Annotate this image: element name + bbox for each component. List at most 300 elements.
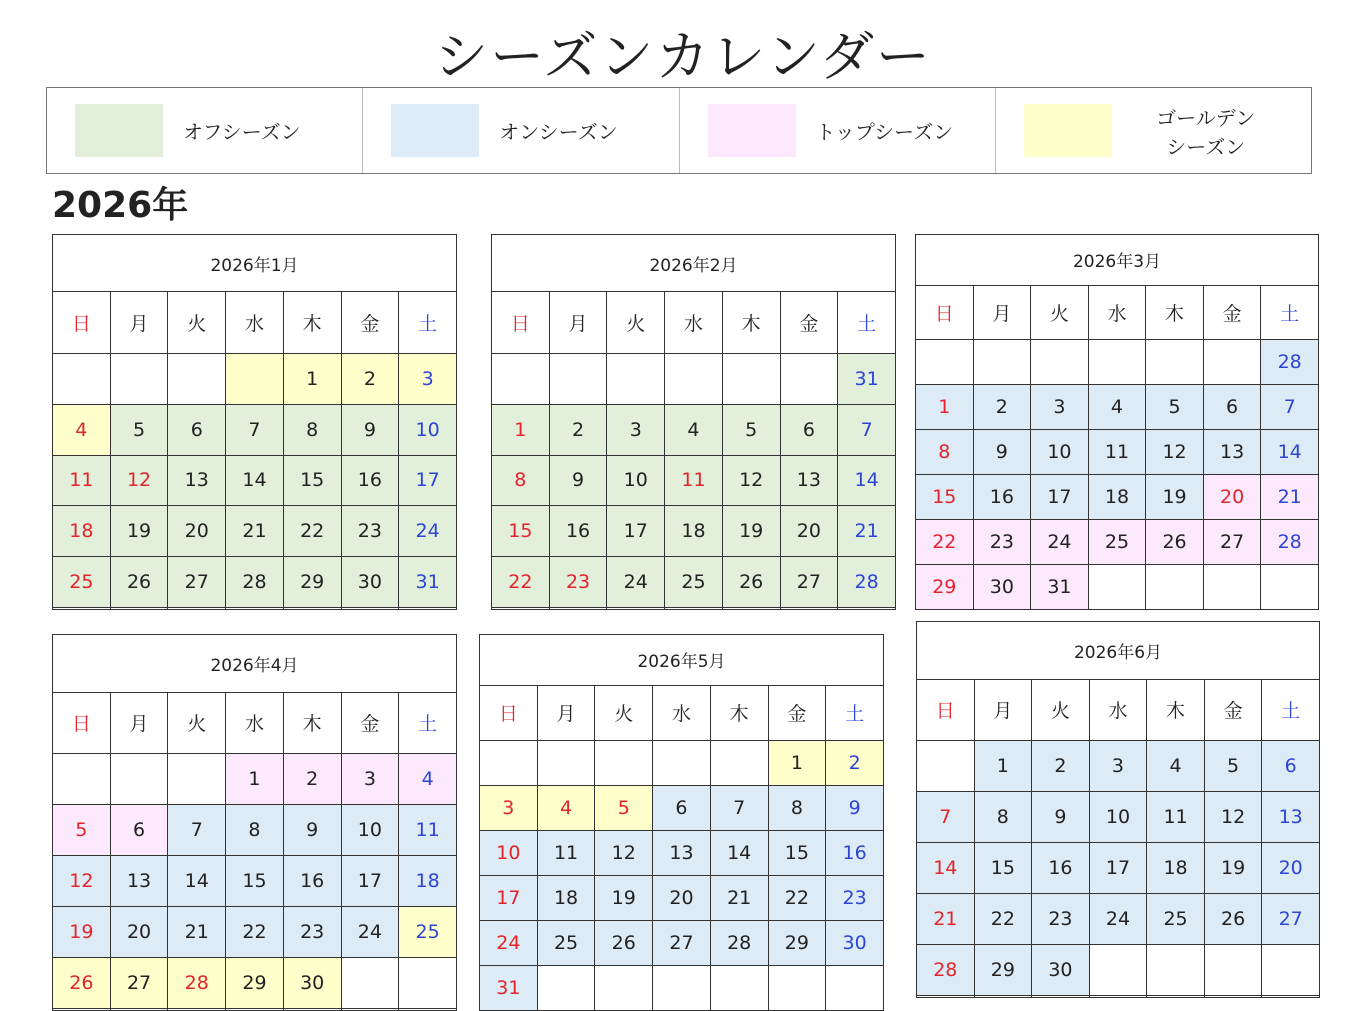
weekday-header: 金 [341,292,399,354]
day-cell: 19 [110,506,168,557]
day-cell: 11 [665,455,723,506]
week-row [53,455,457,506]
day-cell [168,607,226,609]
day-cell: 8 [916,430,974,475]
day-cell: 13 [780,455,838,506]
weekday-header: 水 [665,292,723,354]
day-cell: 12 [1204,792,1262,843]
day-cell: 12 [110,455,168,506]
week-row [53,805,457,856]
day-cell: 7 [838,404,896,455]
day-cell: 9 [549,455,607,506]
day-cell: 29 [226,957,284,1008]
week-row [480,920,884,965]
season-legend [46,87,1312,174]
day-cell: 12 [595,830,653,875]
day-cell: 18 [1147,843,1205,894]
day-cell: 6 [653,785,711,830]
day-cell: 17 [480,875,538,920]
day-cell: 14 [168,856,226,907]
day-cell [1089,944,1147,995]
weekday-header: 金 [768,685,826,740]
month-title: 2026年3月 [916,235,1319,286]
day-cell [710,965,768,1010]
day-cell: 15 [974,843,1032,894]
day-cell: 2 [826,740,884,785]
day-cell [917,741,975,792]
day-cell: 21 [710,875,768,920]
day-cell: 15 [226,856,284,907]
day-cell: 28 [1261,520,1319,565]
month-calendar-mar [915,234,1319,610]
day-cell [537,965,595,1010]
day-cell: 22 [916,520,974,565]
day-cell: 27 [168,557,226,608]
day-cell: 3 [1031,385,1089,430]
week-row [916,565,1319,610]
day-cell: 10 [1031,430,1089,475]
day-cell: 17 [1089,843,1147,894]
day-cell: 27 [780,557,838,608]
day-cell: 23 [1032,894,1090,945]
day-cell: 10 [399,404,457,455]
day-cell: 26 [595,920,653,965]
week-row [53,856,457,907]
day-cell: 17 [341,856,399,907]
week-row [916,475,1319,520]
week-row [480,875,884,920]
day-cell [53,754,111,805]
day-cell: 22 [974,894,1032,945]
day-cell: 7 [710,785,768,830]
day-cell: 8 [283,404,341,455]
day-cell: 28 [226,557,284,608]
day-cell: 6 [168,404,226,455]
day-cell: 14 [710,830,768,875]
day-cell: 20 [780,506,838,557]
day-cell [780,354,838,405]
weekday-header: 金 [1204,679,1262,741]
day-cell: 30 [826,920,884,965]
day-cell: 2 [549,404,607,455]
day-cell: 6 [110,805,168,856]
day-cell: 17 [607,506,665,557]
weekday-header: 火 [595,685,653,740]
day-cell: 14 [226,455,284,506]
day-cell [341,1008,399,1010]
weekday-header: 火 [1031,285,1089,340]
day-cell: 16 [341,455,399,506]
day-cell: 31 [480,965,538,1010]
day-cell: 26 [110,557,168,608]
weekday-header: 月 [110,692,168,754]
day-cell [1262,995,1320,997]
day-cell [283,607,341,609]
day-cell: 10 [1089,792,1147,843]
day-cell: 4 [1147,741,1205,792]
week-row [916,520,1319,565]
week-row [53,354,457,405]
weekday-header: 木 [283,292,341,354]
day-cell [595,965,653,1010]
day-cell: 26 [1146,520,1204,565]
day-cell: 21 [226,506,284,557]
day-cell [1203,565,1261,610]
page-title: シーズンカレンダー [434,25,932,88]
legend-label: トップシーズン [815,120,954,144]
day-cell: 20 [1262,843,1320,894]
week-row [53,907,457,958]
day-cell: 14 [917,843,975,894]
weekday-header: 水 [653,685,711,740]
day-cell: 11 [399,805,457,856]
day-cell: 8 [226,805,284,856]
day-cell: 5 [110,404,168,455]
day-cell: 7 [917,792,975,843]
day-cell: 26 [53,957,111,1008]
day-cell: 29 [974,944,1032,995]
day-cell: 4 [665,404,723,455]
day-cell [916,340,974,385]
day-cell: 27 [1203,520,1261,565]
day-cell: 25 [537,920,595,965]
day-cell: 11 [1147,792,1205,843]
week-row [917,944,1320,995]
day-cell: 23 [283,907,341,958]
day-cell: 1 [974,741,1032,792]
week-row [492,354,896,405]
day-cell: 31 [838,354,896,405]
day-cell: 13 [1203,430,1261,475]
day-cell: 23 [973,520,1031,565]
day-cell: 1 [283,354,341,405]
weekday-header: 土 [1262,679,1320,741]
day-cell [1203,340,1261,385]
day-cell: 23 [341,506,399,557]
month-title: 2026年4月 [53,635,457,693]
day-cell: 14 [1261,430,1319,475]
day-cell: 5 [722,404,780,455]
day-cell [1089,995,1147,997]
day-cell [595,740,653,785]
day-cell [1088,340,1146,385]
day-cell [826,965,884,1010]
day-cell: 15 [768,830,826,875]
weekday-header: 水 [1088,285,1146,340]
day-cell [1147,995,1205,997]
week-row [492,455,896,506]
day-cell: 28 [1261,340,1319,385]
weekday-header: 木 [710,685,768,740]
weekday-header: 月 [537,685,595,740]
week-row [916,385,1319,430]
legend-label: オフシーズン [183,120,301,144]
day-cell [653,965,711,1010]
week-row [53,607,457,609]
weekday-header: 金 [780,292,838,354]
legend-item-golden-season [996,88,1311,173]
month-calendar-feb [491,234,896,610]
day-cell: 15 [492,506,550,557]
weekday-header: 水 [1089,679,1147,741]
day-cell: 17 [1031,475,1089,520]
day-cell: 25 [1147,894,1205,945]
day-cell: 21 [168,907,226,958]
week-row [53,754,457,805]
weekday-header: 月 [110,292,168,354]
day-cell [1146,565,1204,610]
week-row [917,741,1320,792]
day-cell [607,354,665,405]
legend-item-on-season [363,88,679,173]
legend-swatch-off-season [75,104,163,157]
day-cell: 16 [826,830,884,875]
day-cell: 21 [917,894,975,945]
week-row [492,404,896,455]
day-cell: 26 [722,557,780,608]
legend-swatch-top-season [708,104,796,157]
day-cell [226,354,284,405]
day-cell: 4 [399,754,457,805]
weekday-header: 水 [226,292,284,354]
week-row [53,1008,457,1010]
day-cell: 6 [1262,741,1320,792]
day-cell [283,1008,341,1010]
day-cell: 31 [399,557,457,608]
day-cell: 10 [480,830,538,875]
day-cell: 22 [768,875,826,920]
day-cell: 30 [973,565,1031,610]
day-cell: 20 [168,506,226,557]
day-cell [480,740,538,785]
day-cell: 12 [53,856,111,907]
day-cell [838,607,896,609]
day-cell: 1 [768,740,826,785]
day-cell [1204,944,1262,995]
day-cell [1146,340,1204,385]
weekday-header: 日 [53,292,111,354]
month-title: 2026年5月 [480,635,884,686]
weekday-header: 水 [226,692,284,754]
weekday-header: 土 [838,292,896,354]
weekday-header: 日 [492,292,550,354]
day-cell: 11 [537,830,595,875]
month-calendar-may [479,634,884,1011]
day-cell: 8 [974,792,1032,843]
day-cell: 12 [722,455,780,506]
day-cell [710,740,768,785]
day-cell [549,607,607,609]
week-row [917,792,1320,843]
day-cell: 21 [838,506,896,557]
day-cell: 10 [607,455,665,506]
day-cell: 3 [341,754,399,805]
day-cell [168,354,226,405]
day-cell [492,607,550,609]
weekday-header: 金 [341,692,399,754]
day-cell: 20 [110,907,168,958]
day-cell: 28 [917,944,975,995]
day-cell: 5 [595,785,653,830]
day-cell: 16 [1032,843,1090,894]
day-cell [974,995,1032,997]
day-cell: 18 [665,506,723,557]
day-cell: 30 [341,557,399,608]
day-cell: 5 [1204,741,1262,792]
day-cell: 16 [549,506,607,557]
day-cell: 3 [1089,741,1147,792]
day-cell: 18 [1088,475,1146,520]
day-cell: 2 [283,754,341,805]
day-cell: 7 [168,805,226,856]
legend-label: オンシーズン [499,120,618,144]
day-cell [973,340,1031,385]
day-cell [537,740,595,785]
week-row [53,506,457,557]
week-row [492,607,896,609]
day-cell [226,607,284,609]
day-cell [168,1008,226,1010]
day-cell [653,740,711,785]
day-cell: 19 [1204,843,1262,894]
day-cell: 13 [653,830,711,875]
weekday-header: 月 [549,292,607,354]
legend-swatch-on-season [391,104,479,157]
week-row [480,965,884,1010]
weekday-header: 日 [916,285,974,340]
day-cell: 28 [838,557,896,608]
day-cell: 8 [492,455,550,506]
day-cell: 25 [399,907,457,958]
day-cell: 29 [768,920,826,965]
week-row [480,785,884,830]
day-cell [110,754,168,805]
day-cell: 3 [607,404,665,455]
day-cell [53,607,111,609]
month-calendar-apr [52,634,457,1011]
day-cell: 24 [1089,894,1147,945]
day-cell [1032,995,1090,997]
day-cell: 3 [399,354,457,405]
day-cell: 24 [480,920,538,965]
day-cell: 22 [492,557,550,608]
year-heading: 2026年 [52,185,189,226]
day-cell: 15 [283,455,341,506]
day-cell: 20 [1203,475,1261,520]
day-cell: 26 [1204,894,1262,945]
day-cell [1261,565,1319,610]
day-cell: 27 [653,920,711,965]
day-cell: 3 [480,785,538,830]
week-row [916,430,1319,475]
day-cell: 9 [341,404,399,455]
day-cell [53,1008,111,1010]
day-cell: 7 [226,404,284,455]
day-cell [768,965,826,1010]
day-cell [110,607,168,609]
day-cell: 25 [1088,520,1146,565]
day-cell: 22 [283,506,341,557]
day-cell [1147,944,1205,995]
day-cell: 1 [492,404,550,455]
week-row [53,557,457,608]
day-cell [1031,340,1089,385]
month-title: 2026年6月 [917,622,1320,680]
day-cell: 29 [916,565,974,610]
day-cell: 24 [607,557,665,608]
day-cell: 21 [1261,475,1319,520]
day-cell: 13 [1262,792,1320,843]
day-cell [341,957,399,1008]
day-cell: 24 [1031,520,1089,565]
day-cell: 13 [110,856,168,907]
day-cell: 19 [595,875,653,920]
day-cell: 2 [341,354,399,405]
weekday-header: 火 [168,292,226,354]
weekday-header: 木 [1146,285,1204,340]
week-row [917,843,1320,894]
day-cell [1204,995,1262,997]
day-cell [399,957,457,1008]
month-calendar-jan [52,234,457,610]
day-cell: 11 [53,455,111,506]
day-cell: 12 [1146,430,1204,475]
day-cell: 18 [399,856,457,907]
day-cell: 1 [226,754,284,805]
weekday-header: 土 [399,292,457,354]
week-row [480,830,884,875]
day-cell: 4 [537,785,595,830]
day-cell: 9 [973,430,1031,475]
weekday-header: 木 [722,292,780,354]
day-cell: 20 [653,875,711,920]
week-row [917,894,1320,945]
day-cell: 24 [399,506,457,557]
day-cell [110,1008,168,1010]
day-cell: 5 [1146,385,1204,430]
week-row [492,557,896,608]
day-cell [665,354,723,405]
legend-swatch-golden-season [1024,104,1112,157]
day-cell: 23 [826,875,884,920]
day-cell: 6 [780,404,838,455]
weekday-header: 土 [399,692,457,754]
weekday-header: 月 [973,285,1031,340]
legend-item-off-season [47,88,363,173]
week-row [480,740,884,785]
month-title: 2026年2月 [492,235,896,292]
day-cell: 10 [341,805,399,856]
day-cell: 16 [973,475,1031,520]
day-cell: 27 [110,957,168,1008]
weekday-header: 日 [917,679,975,741]
day-cell: 2 [973,385,1031,430]
day-cell: 13 [168,455,226,506]
day-cell [53,354,111,405]
day-cell: 27 [1262,894,1320,945]
day-cell: 6 [1203,385,1261,430]
day-cell: 9 [826,785,884,830]
day-cell: 25 [53,557,111,608]
day-cell: 22 [226,907,284,958]
day-cell [607,607,665,609]
month-calendar-jun [916,621,1320,998]
weekday-header: 木 [1147,679,1205,741]
day-cell [110,354,168,405]
day-cell: 9 [1032,792,1090,843]
day-cell: 7 [1261,385,1319,430]
day-cell: 5 [53,805,111,856]
